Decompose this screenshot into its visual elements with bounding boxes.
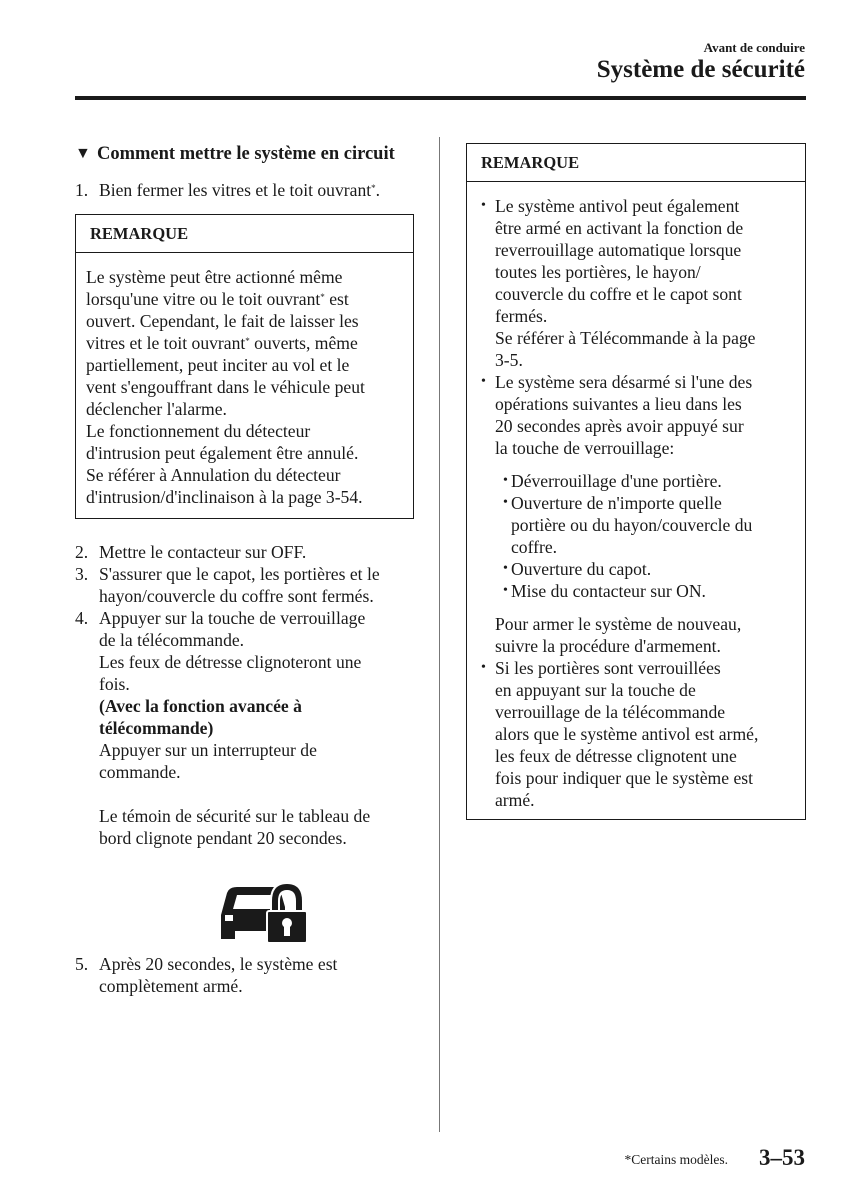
bullet-icon: •: [481, 198, 486, 213]
note-line: Se référer à Annulation du détecteur: [86, 465, 341, 485]
note-line: déclencher l'alarme.: [86, 399, 227, 419]
right-column: [466, 143, 806, 820]
note-bullet: [473, 371, 799, 657]
step-text: Bien fermer les vitres et le toit ouvrant: [99, 180, 372, 200]
section-heading: [75, 143, 418, 165]
step-4: [75, 607, 418, 849]
step-bold-text: (Avec la fonction avancée à: [99, 696, 302, 716]
step-number: 1.: [75, 180, 89, 200]
note-line: d'intrusion peut également être annulé.: [86, 443, 359, 463]
footnote: *Certains modèles.: [624, 1152, 728, 1167]
note-line: est: [324, 289, 349, 309]
bullet-line: Le système antivol peut également: [495, 196, 740, 216]
header-rule: [75, 96, 806, 100]
bullet-line: Pour armer le système de nouveau,: [495, 614, 742, 634]
footnote-mark: *: [245, 336, 250, 346]
step-text: commande.: [99, 762, 181, 782]
column-divider: [439, 137, 440, 1132]
step-number: 4.: [75, 608, 89, 628]
bullet-line: Se référer à Télécommande à la page: [495, 328, 756, 348]
header-section-label: Avant de conduire: [703, 40, 805, 55]
bullet-line: être armé en activant la fonction de: [495, 218, 744, 238]
section-heading-text: Comment mettre le système en circuit: [97, 144, 395, 164]
step-number: 5.: [75, 954, 89, 974]
note-bullet: [473, 195, 799, 371]
step-number: 2.: [75, 542, 89, 562]
bullet-line: opérations suivantes a lieu dans les: [495, 394, 742, 414]
sub-bullet: [495, 580, 799, 602]
step-number: 3.: [75, 564, 89, 584]
bullet-icon: •: [503, 495, 508, 510]
bullet-line: suivre la procédure d'armement.: [495, 636, 721, 656]
bullet-icon: •: [481, 374, 486, 389]
note-line: vitres et le toit ouvrant: [86, 333, 246, 353]
note-box: [75, 214, 414, 519]
bullet-line: fermés.: [495, 306, 548, 326]
step-text: bord clignote pendant 20 secondes.: [99, 828, 347, 848]
bullet-line: 20 secondes après avoir appuyé sur: [495, 416, 744, 436]
step-text: fois.: [99, 674, 130, 694]
note-title: REMARQUE: [467, 144, 805, 182]
sub-bullet-text: Ouverture de n'importe quelle: [511, 493, 722, 513]
triangle-down-icon: ▼: [75, 145, 91, 162]
car-padlock-icon: [215, 879, 309, 945]
step-text: hayon/couvercle du coffre sont fermés.: [99, 586, 374, 606]
note-line: vent s'engouffrant dans le véhicule peut: [86, 377, 365, 397]
footnote-mark: *: [320, 292, 325, 302]
step-text: Les feux de détresse clignoteront une: [99, 652, 362, 672]
note-line: d'intrusion/d'inclinaison à la page 3-54.: [86, 487, 363, 507]
note-line: Le fonctionnement du détecteur: [86, 421, 311, 441]
sub-bullet-text: Déverrouillage d'une portière.: [511, 471, 722, 491]
bullet-line: les feux de détresse clignotent une: [495, 746, 737, 766]
step-text: complètement armé.: [99, 976, 243, 996]
step-text-end: .: [375, 180, 381, 200]
note-bullet: [473, 657, 799, 811]
note-box: [466, 143, 806, 820]
step-1: [75, 179, 418, 201]
sub-bullet: [495, 558, 799, 580]
sub-bullet-text: coffre.: [511, 537, 558, 557]
bullet-line: la touche de verrouillage:: [495, 438, 675, 458]
page-title: Système de sécurité: [596, 56, 805, 83]
step-text: Appuyer sur la touche de verrouillage: [99, 608, 366, 628]
note-line: ouverts, même: [249, 333, 358, 353]
note-line: lorsqu'une vitre ou le toit ouvrant: [86, 289, 321, 309]
bullet-line: Si les portières sont verrouillées: [495, 658, 721, 678]
note-body: [467, 182, 805, 819]
bullet-line: Le système sera désarmé si l'une des: [495, 372, 753, 392]
bullet-line: fois pour indiquer que le système est: [495, 768, 753, 788]
step-text: de la télécommande.: [99, 630, 245, 650]
step-text: Mettre le contacteur sur OFF.: [99, 542, 307, 562]
step-5: [75, 953, 418, 997]
bullet-line: en appuyant sur la touche de: [495, 680, 696, 700]
bullet-icon: •: [503, 561, 508, 576]
step-2: [75, 541, 418, 563]
step-text: S'assurer que le capot, les portières et le: [99, 564, 380, 584]
bullet-icon: •: [503, 583, 508, 598]
bullet-line: verrouillage de la télécommande: [495, 702, 726, 722]
bullet-icon: •: [481, 660, 486, 675]
note-body: [76, 253, 413, 518]
bullet-line: 3-5.: [495, 350, 523, 370]
step-text: Appuyer sur un interrupteur de: [99, 740, 317, 760]
bullet-line: reverrouillage automatique lorsque: [495, 240, 742, 260]
left-column: [75, 143, 418, 997]
bullet-line: alors que le système antivol est armé,: [495, 724, 759, 744]
security-indicator: [75, 879, 418, 945]
sub-bullet-text: portière ou du hayon/couvercle du: [511, 515, 753, 535]
bullet-icon: •: [503, 473, 508, 488]
sub-bullet-text: Mise du contacteur sur ON.: [511, 581, 706, 601]
step-text: Après 20 secondes, le système est: [99, 954, 338, 974]
note-line: partiellement, peut inciter au vol et le: [86, 355, 350, 375]
step-3: [75, 563, 418, 607]
bullet-line: armé.: [495, 790, 535, 810]
bullet-line: toutes les portières, le hayon/: [495, 262, 701, 282]
sub-bullet: [495, 492, 799, 558]
sub-bullet-text: Ouverture du capot.: [511, 559, 652, 579]
step-bold-text: télécommande): [99, 718, 214, 738]
note-line: ouvert. Cependant, le fait de laisser les: [86, 311, 359, 331]
note-line: Le système peut être actionné même: [86, 267, 343, 287]
bullet-line: couvercle du coffre et le capot sont: [495, 284, 742, 304]
step-text: Le témoin de sécurité sur le tableau de: [99, 806, 371, 826]
sub-bullet: [495, 470, 799, 492]
footnote-mark: *: [371, 183, 376, 193]
note-title: REMARQUE: [76, 215, 413, 253]
page-number: 3–53: [759, 1145, 805, 1170]
